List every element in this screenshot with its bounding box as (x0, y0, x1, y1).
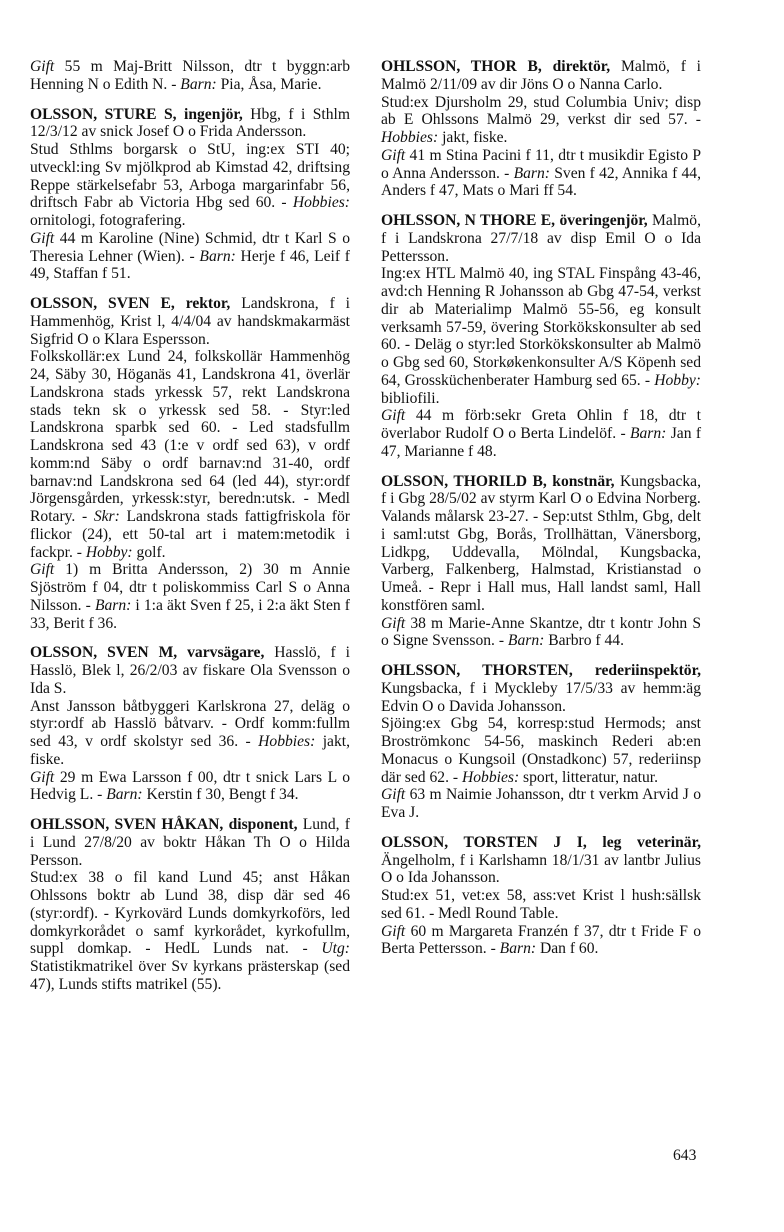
italic-label: Barn: (499, 940, 537, 958)
entry-paragraph (381, 923, 701, 959)
entry-text: Anst Jansson båtbyggeri Karlskrona 27, deläg o styr:ordf ab Hasslö båtvarv. - Ordf komm:fullm sed 43, v ordf skolstyr sed 36. - (30, 697, 350, 750)
entry-text: i 1:a äkt Sven f 25, i 2:a äkt Sten f 33, Berit f 36. (30, 596, 350, 632)
entry-text: Sven f 42, Annika f 44, Anders f 47, Mats o Mari ff 54. (381, 164, 701, 200)
entry-text: Folkskollär:ex Lund 24, folkskollär Hammenhög 24, Säby 30, Höganäs 41, Landskrona 41, överlär Landskrona stads yrkessk 57, rekt Landskrona stads tekn sk o yrkessk sed 58. - Styr:led Landskrona sparbk sed 60. - Led stadsfullm Landskrona sed 43 (1:e v ordf sed 63), v ordf komm:nd Säby o ordf barnav:nd 31-40, ordf barnav:nd Landskrona sed 64 (led 44), styr:ordf Jörgensgården, yrkessk:styr, beredn:utsk. - Medl Rotary. - (30, 348, 350, 525)
entry-paragraph (381, 407, 701, 460)
italic-label: Barn: (513, 164, 550, 182)
entry-text: Malmö, f i Malmö 2/11/09 av dir Jöns O o Nanna Carlo. (381, 58, 701, 93)
entry-text: Kungsbacka, f i Myckleby 17/5/33 av hemm:äg Edvin O o Davida Johansson. (381, 679, 701, 715)
entry-text: 44 m förb:sekr Greta Ohlin f 18, dtr t överlabor Rudolf O o Berta Lindelöf. - (381, 407, 701, 442)
italic-label: Hobbies: (461, 768, 520, 786)
italic-label: Barn: (180, 75, 217, 93)
entry-paragraph (381, 265, 701, 407)
entry-text: Stud:ex 51, vet:ex 58, ass:vet Krist l hush:sällsk sed 61. - Medl Round Table. (381, 887, 701, 922)
entry-paragraph (381, 715, 701, 786)
italic-label: Gift (381, 922, 406, 940)
entry-heading-paragraph (381, 473, 701, 509)
entry-text: Ing:ex HTL Malmö 40, ing STAL Finspång 43-46, avd:ch Henning R Johansson ab Gbg 47-54, verkst dir ab Materialimp Malmö 55-56, eg konsult verksamh 57-59, övering Storkökskonsulter ab sed 60. - Deläg o styr:led Storkökskonsulter ab Malmö o Gbg sed 60, Storkøkenkonsulter A/S Köpenh sed 64, Grossküchenberater Hamburg sed 65. - (381, 265, 701, 389)
italic-label: Barn: (507, 632, 545, 650)
entry-text: Landskrona, f i Hammenhög, Krist l, 4/4/04 av handskmakarmäst Sigfrid O o Klara Espersson. (30, 295, 350, 348)
entry-paragraph (381, 615, 701, 651)
entry-heading-paragraph (381, 58, 701, 94)
entry-text: Kerstin f 30, Bengt f 34. (142, 786, 299, 804)
entry-paragraph (30, 869, 350, 993)
entry-text: jakt, fiske. (438, 129, 508, 146)
entry-heading-paragraph (381, 662, 701, 715)
italic-label: Hobbies: (258, 733, 316, 750)
biography-entry (30, 816, 350, 994)
entry-heading-paragraph (30, 106, 350, 142)
entry-paragraph (30, 58, 350, 94)
italic-label: Hobbies: (381, 129, 439, 146)
entry-text: bibliofili. (381, 389, 440, 407)
entry-paragraph (30, 698, 350, 769)
italic-label: Skr: (93, 508, 120, 525)
italic-label: Utg: (321, 940, 350, 958)
entry-text: Dan f 60. (536, 940, 599, 958)
person-name: OLSSON, TORSTEN J I, leg veterinär, (381, 833, 701, 851)
entry-text: Barbro f 44. (544, 632, 624, 650)
italic-label: Gift (381, 786, 406, 804)
entry-heading-paragraph (30, 295, 350, 348)
entry-text: Statistikmatrikel över Sv kyrkans prästerskap (sed 47), Lunds stifts matrikel (55). (30, 958, 350, 993)
entry-text: Ängelholm, f i Karlshamn 18/1/31 av lantbr Julius O o Ida Johansson. (381, 851, 701, 887)
italic-label: Hobby: (654, 371, 701, 389)
person-name: OLSSON, THORILD B, konstnär, (381, 472, 615, 490)
entry-text: 55 m Maj-Britt Nilsson, dtr t byggn:arb Henning N o Edith N. - (30, 58, 350, 93)
entry-text: 41 m Stina Pacini f 11, dtr t musikdir Egisto P o Anna Andersson. - (381, 146, 701, 182)
italic-label: Barn: (199, 247, 236, 265)
entry-text: Stud Sthlms borgarsk o StU, ing:ex STI 40; utveckl:ing Sv mjölkprod ab Kimstad 42, driftsing Reppe stärkelsefabr 53, Arboga margarinfabr 56, driftsch Fabr ab Victoria Hbg sed 60. - (30, 141, 350, 212)
entry-text: Stud:ex Djursholm 29, stud Columbia Univ; disp ab E Ohlssons Malmö 29, verkst dir sed 57. - (381, 93, 701, 129)
entry-text: Hbg, f i Sthlm 12/3/12 av snick Josef O o Frida Andersson. (30, 105, 351, 141)
entry-heading-paragraph (30, 644, 350, 697)
entry-text: ornitologi, fotografering. (30, 212, 186, 229)
entry-heading-paragraph (30, 816, 350, 869)
italic-label: Gift (30, 229, 55, 247)
entry-paragraph (381, 508, 701, 615)
italic-label: Gift (381, 407, 406, 425)
entry-text: golf. (132, 543, 166, 561)
italic-label: Gift (30, 768, 55, 786)
entry-text: Pia, Åsa, Marie. (216, 75, 322, 93)
entry-paragraph (381, 94, 701, 147)
entry-text: Stud:ex 38 o fil kand Lund 45; anst Håkan Ohlssons boktr ab Lund 38, disp där sed 46 (styr:ordf). - Kyrkovärd Lunds domkyrkoförs, led domkyrkorådet o samf kyrkorådet, kyrkofullm, suppl domkap. - HedL Lunds nat. - (30, 869, 350, 958)
entry-text: 44 m Karoline (Nine) Schmid, dtr t Karl S o Theresia Lehner (Wien). - (30, 229, 350, 265)
entry-text: Hasslö, f i Hasslö, Blek l, 26/2/03 av fiskare Ola Svensson o Ida S. (30, 644, 350, 697)
biography-entry (30, 644, 350, 804)
entry-text: sport, litteratur, natur. (519, 768, 658, 786)
entry-text: Jan f 47, Marianne f 48. (381, 425, 702, 460)
italic-label: Hobby: (85, 543, 133, 561)
biography-entry (30, 58, 350, 94)
entry-text: Lund, f i Lund 27/8/20 av boktr Håkan Th O o Hilda Persson. (30, 816, 350, 869)
italic-label: Gift (381, 614, 406, 632)
entry-heading-paragraph (381, 834, 701, 887)
entry-paragraph (30, 230, 350, 283)
italic-label: Barn: (629, 425, 667, 442)
biography-entry (381, 212, 701, 461)
entry-text: 1) m Britta Andersson, 2) 30 m Annie Sjöström f 04, dtr t poliskommiss Carl S o Anna Nilsson. - (30, 561, 350, 614)
biography-entry (30, 106, 350, 284)
entry-text: 63 m Naimie Johansson, dtr t verkm Arvid J o Eva J. (381, 786, 701, 821)
italic-label: Barn: (94, 596, 132, 614)
entry-text: 38 m Marie-Anne Skantze, dtr t kontr John S o Signe Svensson. - (381, 614, 701, 650)
person-name: OHLSSON, THORSTEN, rederiinspektör, (381, 662, 701, 679)
entry-paragraph (30, 561, 350, 632)
biography-entry (381, 834, 701, 958)
entry-paragraph (30, 769, 350, 805)
entry-text: jakt, fiske. (30, 733, 350, 768)
entry-paragraph (381, 887, 701, 923)
left-column (30, 58, 350, 994)
person-name: OHLSSON, THOR B, direktör, (381, 58, 611, 75)
italic-label: Gift (30, 561, 55, 579)
italic-label: Hobbies: (292, 194, 350, 212)
person-name: OHLSSON, N THORE E, överingenjör, (381, 212, 648, 229)
biography-entry (381, 473, 701, 651)
entry-text: Kungsbacka, f i Gbg 28/5/02 av styrm Karl O o Edvina Norberg. (381, 472, 702, 508)
biography-entry (30, 295, 350, 632)
person-name: OLSSON, STURE S, ingenjör, (30, 105, 243, 123)
biography-entry (381, 662, 701, 822)
entry-text: 29 m Ewa Larsson f 00, dtr t snick Lars L o Hedvig L. - (30, 768, 350, 804)
entry-text: Herje f 46, Leif f 49, Staffan f 51. (30, 247, 350, 283)
person-name: OLSSON, SVEN M, varvsägare, (30, 644, 265, 662)
page-number: 643 (673, 1147, 697, 1164)
entry-text: Valands målarsk 23-27. - Sep:utst Sthlm, Gbg, delt i saml:utst Gbg, Borås, Trollhättan, Vänersborg, Lidkpg, Uddevalla, Mölndal, Kungsbacka, Varberg, Falkenberg, Halmstad, Kristianstad o Umeå. - Repr i Hall mus, Hall landst saml, Hall konstfören saml. (381, 508, 701, 614)
italic-label: Gift (30, 58, 55, 75)
entry-paragraph (30, 141, 350, 230)
person-name: OHLSSON, SVEN HÅKAN, disponent, (30, 816, 298, 833)
entry-text: Sjöing:ex Gbg 54, korresp:stud Hermods; anst Broströmkonc 54-56, maskinch Rederi ab:en Monacus o Kungsoil (Onstadkonc) 57, rederiinsp där sed 62. - (381, 715, 701, 786)
entry-text: Malmö, f i Landskrona 27/7/18 av disp Emil O o Ida Pettersson. (381, 212, 702, 265)
person-name: OLSSON, SVEN E, rektor, (30, 295, 231, 312)
entry-paragraph (381, 147, 701, 200)
italic-label: Gift (381, 146, 406, 164)
right-column (381, 58, 701, 958)
entry-text: 60 m Margareta Franzén f 37, dtr t Fride F o Berta Pettersson. - (381, 922, 701, 958)
biography-entry (381, 58, 701, 200)
entry-paragraph (30, 348, 350, 561)
entry-paragraph (381, 786, 701, 822)
italic-label: Barn: (106, 786, 143, 804)
entry-heading-paragraph (381, 212, 701, 265)
entry-text: Landskrona stads fattigfriskola för flickor (24), ett 50-tal art i matem:metodik i fackpr. - (30, 508, 350, 561)
